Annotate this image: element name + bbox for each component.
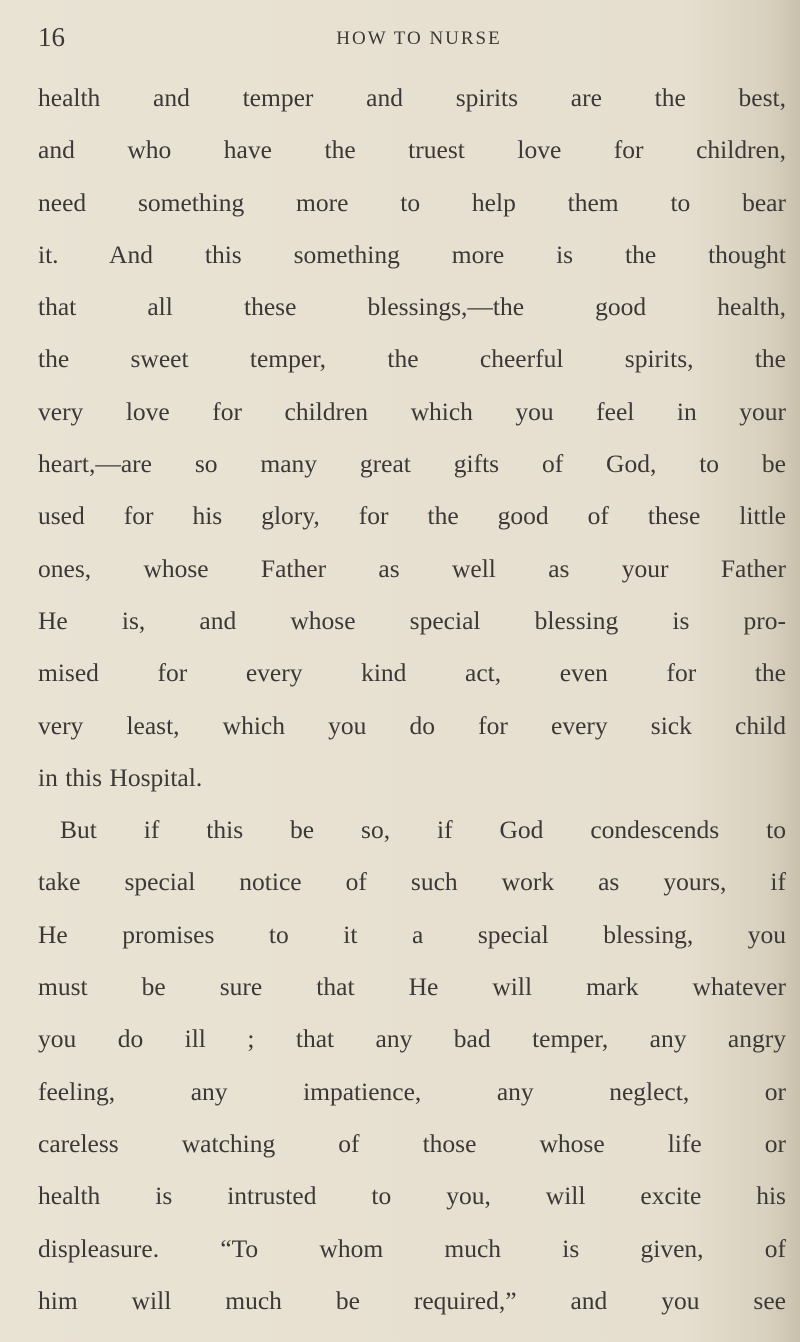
running-title: HOW TO NURSE — [336, 28, 502, 49]
text-line: mised for every kind act, even for the — [38, 658, 786, 688]
text-line: it. And this something more is the thought — [38, 239, 786, 269]
text-line: health and temper and spirits are the best, — [38, 83, 786, 112]
text-line: need something more to help them to bear — [38, 187, 786, 217]
text-line: But if this be so, if God condescends to — [60, 815, 786, 845]
text-line: in this Hospital. — [38, 762, 203, 792]
text-line: him will much be required,” and you see — [38, 1285, 786, 1315]
text-line: He is, and whose special blessing is pro- — [38, 605, 786, 635]
text-line: take special notice of such work as yours, if — [38, 867, 786, 897]
text-line: you do ill ; that any bad temper, any angry — [38, 1024, 786, 1054]
page-header — [38, 22, 760, 62]
text-line: health is intrusted to you, will excite his — [38, 1181, 786, 1211]
text-line: displeasure. “To whom much is given, of — [38, 1233, 786, 1263]
text-line: feeling, any impatience, any neglect, or — [38, 1076, 786, 1106]
text-line: ones, whose Father as well as your Father — [38, 553, 786, 583]
text-line: heart,—are so many great gifts of God, to be — [38, 449, 786, 479]
page-number: 16 — [38, 22, 65, 52]
text-line: the sweet temper, the cheerful spirits, the — [38, 344, 786, 374]
text-line: very least, which you do for every sick child — [38, 710, 786, 740]
text-line: and who have the truest love for children, — [38, 135, 786, 165]
body-text — [38, 78, 786, 1333]
text-line: must be sure that He will mark whatever — [38, 972, 786, 1002]
text-line: that all these blessings,—the good health, — [38, 292, 786, 322]
text-line: used for his glory, for the good of these little — [38, 501, 786, 531]
text-line: careless watching of those whose life or — [38, 1128, 786, 1158]
text-line: He promises to it a special blessing, you — [38, 919, 786, 949]
text-line: very love for children which you feel in your — [38, 396, 786, 426]
